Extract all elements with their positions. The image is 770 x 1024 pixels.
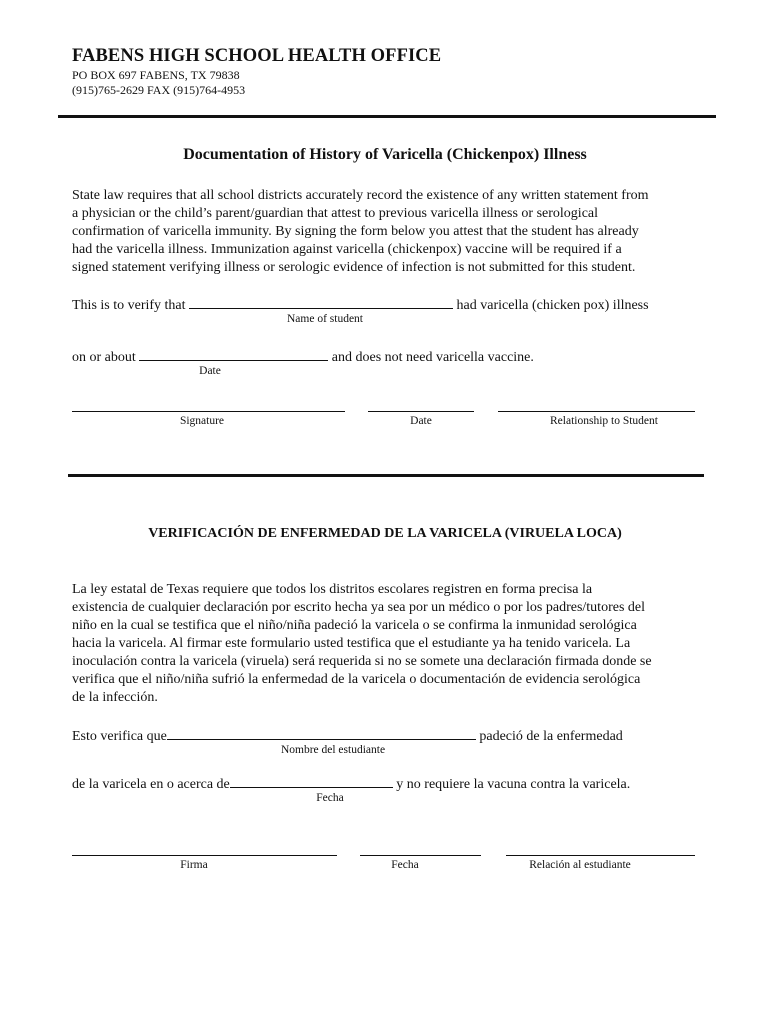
spanish-paragraph-line: verifica que el niño/niña sufrió la enfermedad de la varicela o documentación de evidencia serológica [72,672,641,687]
student-name-field[interactable] [189,295,453,309]
spanish-form-title: VERIFICACIÓN DE ENFERMEDAD DE LA VARICELA (VIRUELA LOCA) [148,526,622,541]
signature-date-caption: Date [410,415,432,427]
org-name: FABENS HIGH SCHOOL HEALTH OFFICE [72,46,442,66]
english-date-suffix: and does not need varicella vaccine. [331,350,534,365]
signature-caption: Signature [179,415,225,427]
english-verify-suffix: had varicella (chicken pox) illness [456,298,649,313]
relationship-caption: Relationship to Student [550,415,658,427]
spanish-paragraph-line: inoculación contra la varicela (viruela) será requerida si no se somete una declaración firmada donde se [72,654,652,669]
english-date-line [72,347,534,366]
illness-date-field[interactable] [139,347,328,361]
spanish-paragraph-line: La ley estatal de Texas requiere que todos los distritos escolares registren en forma precisa la [72,582,593,597]
relacion-caption: Relación al estudiante [529,859,631,871]
english-paragraph-line: State law requires that all school districts accurately record the existence of any written statement from [72,188,649,203]
signature-field[interactable] [72,411,345,412]
english-paragraph-line: confirmation of varicella immunity. By signing the form below you attest that the student has already [72,224,639,239]
org-phone-fax: (915)765-2629 FAX (915)764-4953 [72,83,246,97]
nombre-estudiante-field[interactable] [167,726,476,740]
english-verify-prefix: This is to verify that [72,298,186,313]
english-verify-line [72,295,649,314]
english-paragraph [72,187,698,277]
english-paragraph-line: signed statement verifying illness or serologic evidence of infection is not submitted for this student. [72,260,636,275]
spanish-date-prefix: de la varicela en o acerca de [72,777,230,792]
english-date-prefix: on or about [72,350,136,365]
fecha-field[interactable] [230,774,393,788]
signature-date-field[interactable] [368,411,474,412]
english-paragraph-line: had the varicella illness. Immunization against varicella (chickenpox) vaccine will be required if a [72,242,622,257]
firma-caption: Firma [180,859,208,871]
spanish-paragraph-line: existencia de cualquier declaración por escrito hecha ya sea por un médico o por los padres/tutores del [72,600,645,615]
spanish-date-caption: Fecha [316,792,344,804]
firma-fecha-field[interactable] [360,855,481,856]
spanish-date-line [72,774,630,793]
english-name-caption: Name of student [286,313,363,325]
firma-field[interactable] [72,855,337,856]
org-address: PO BOX 697 FABENS, TX 79838 [72,68,240,82]
english-date-caption: Date [199,365,221,377]
spanish-verify-line [72,726,623,745]
relationship-field[interactable] [498,411,695,412]
relacion-field[interactable] [506,855,695,856]
spanish-name-caption: Nombre del estudiante [280,744,386,756]
header-divider [58,115,716,118]
spanish-paragraph-line: hacia la varicela. Al firmar este formulario usted testifica que el estudiante ya ha tenido varicela. La [72,636,631,651]
section-divider [68,474,704,477]
english-form-title: Documentation of History of Varicella (Chickenpox) Illness [183,146,587,163]
spanish-verify-prefix: Esto verifica que [72,729,167,744]
firma-fecha-caption: Fecha [391,859,419,871]
spanish-paragraph-line: de la infección. [72,690,158,705]
english-paragraph-line: a physician or the child’s parent/guardian that attest to previous varicella illness or serological [72,206,599,221]
spanish-date-suffix: y no requiere la vacuna contra la varicela. [396,777,631,792]
spanish-paragraph-line: niño en la cual se testifica que el niño/niña padeció la varicela o se confirma la inmunidad serológica [72,618,637,633]
spanish-paragraph [72,581,698,707]
spanish-verify-suffix: padeció de la enfermedad [479,729,623,744]
